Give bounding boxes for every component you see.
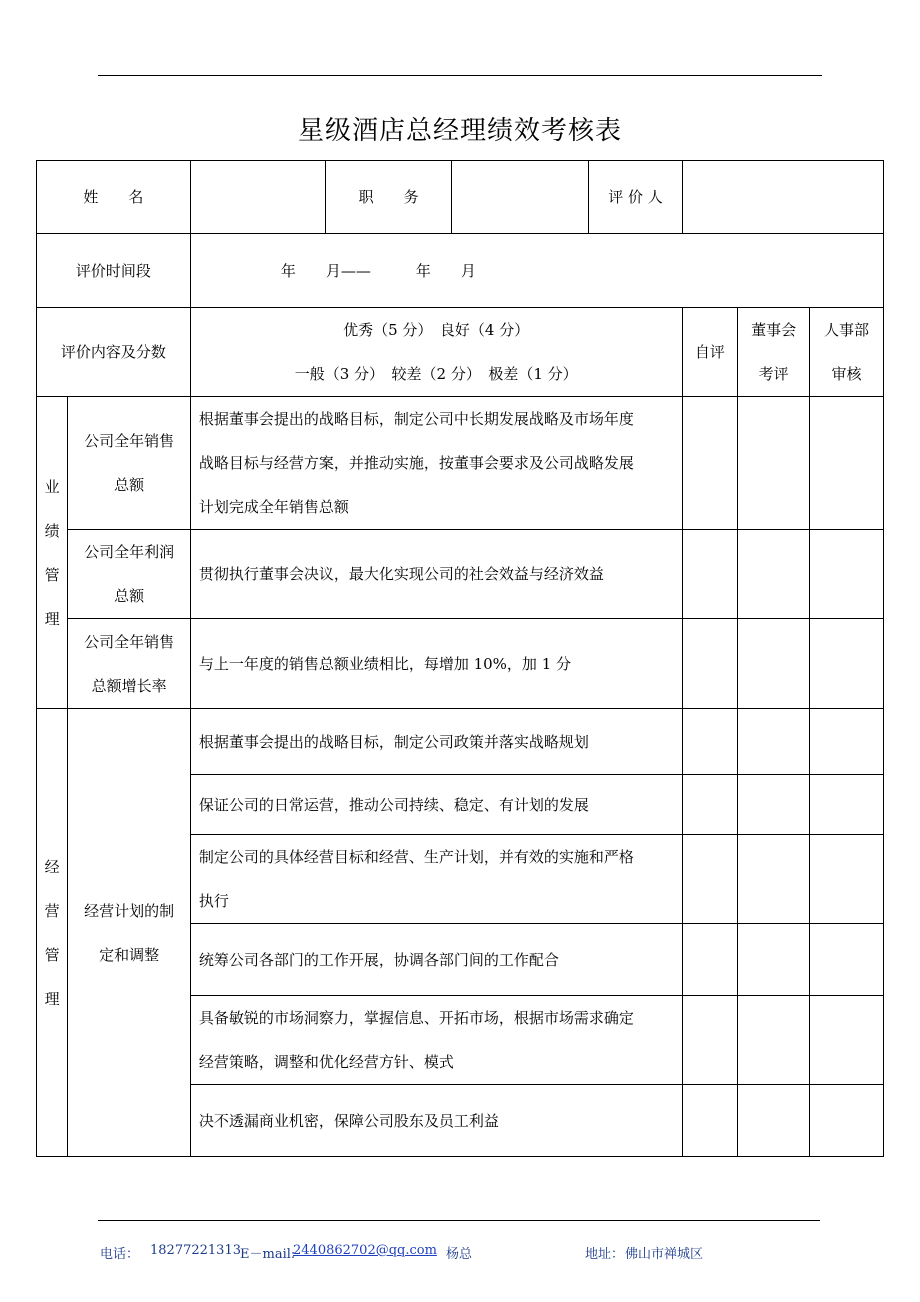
item-description bbox=[190, 530, 682, 619]
item-name-line: 公司全年销售 bbox=[84, 632, 175, 651]
name-label: 姓 名 bbox=[37, 161, 191, 234]
category-char: 经 bbox=[44, 857, 60, 876]
self-eval-cell[interactable] bbox=[682, 1085, 738, 1157]
category-char: 绩 bbox=[44, 521, 60, 540]
category-char: 营 bbox=[44, 901, 60, 920]
table-row bbox=[37, 709, 884, 775]
period-template: 年 月—— 年 月 bbox=[280, 261, 476, 280]
hr-review-header bbox=[810, 308, 884, 397]
hr-review-cell[interactable] bbox=[810, 530, 884, 619]
category-char: 理 bbox=[44, 989, 60, 1008]
header-rule bbox=[98, 75, 822, 76]
self-eval-cell[interactable] bbox=[682, 709, 738, 775]
hr-review-cell[interactable] bbox=[810, 619, 884, 709]
description-line: 根据董事会提出的战略目标，制定公司政策并落实战略规划 bbox=[198, 732, 589, 751]
hr-review-cell[interactable] bbox=[810, 775, 884, 835]
board-eval-cell[interactable] bbox=[738, 397, 810, 530]
item-description bbox=[190, 397, 682, 530]
description-line: 具备敏锐的市场洞察力，掌握信息、开拓市场，根据市场需求确定 bbox=[198, 1009, 634, 1027]
item-description bbox=[190, 1085, 682, 1157]
scale-line-1: 优秀（5 分） 良好（4 分） bbox=[343, 321, 530, 339]
board-eval-header-line-1: 董事会 bbox=[751, 321, 797, 339]
description-line: 决不透漏商业机密，保障公司股东及员工利益 bbox=[198, 1111, 499, 1130]
table-row bbox=[37, 530, 884, 619]
contact-name: 杨总 bbox=[446, 1247, 473, 1262]
evaluation-table bbox=[36, 160, 884, 1157]
description-line: 根据董事会提出的战略目标，制定公司中长期发展战略及市场年度 bbox=[198, 410, 634, 428]
table-row bbox=[37, 397, 884, 530]
hr-review-header-line-2: 审核 bbox=[831, 365, 862, 383]
board-eval-header bbox=[738, 308, 810, 397]
table-row bbox=[37, 619, 884, 709]
item-name-line: 公司全年销售 bbox=[84, 432, 175, 450]
category-char: 管 bbox=[44, 945, 60, 964]
item-name-planning bbox=[68, 709, 190, 1157]
self-eval-cell[interactable] bbox=[682, 619, 738, 709]
item-name-line: 总额 bbox=[114, 587, 145, 605]
evaluator-value-cell[interactable] bbox=[682, 161, 883, 234]
self-eval-header: 自评 bbox=[682, 308, 738, 397]
description-line: 经营策略，调整和优化经营方针、模式 bbox=[198, 1053, 454, 1071]
email-link[interactable]: 2440862702@qq.com bbox=[293, 1243, 437, 1258]
item-description bbox=[190, 835, 682, 924]
period-row bbox=[37, 234, 884, 308]
board-eval-cell[interactable] bbox=[738, 775, 810, 835]
period-label: 评价时间段 bbox=[37, 234, 191, 308]
hr-review-cell[interactable] bbox=[810, 924, 884, 996]
position-label: 职 务 bbox=[326, 161, 451, 234]
period-value-cell[interactable] bbox=[190, 234, 883, 308]
description-line: 执行 bbox=[198, 892, 229, 910]
category-char: 管 bbox=[44, 565, 60, 584]
description-line: 统筹公司各部门的工作开展，协调各部门间的工作配合 bbox=[198, 950, 559, 969]
item-description bbox=[190, 924, 682, 996]
item-name-line: 定和调整 bbox=[99, 945, 160, 964]
item-name bbox=[68, 397, 190, 530]
description-line: 保证公司的日常运营，推动公司持续、稳定、有计划的发展 bbox=[198, 795, 589, 814]
hr-review-cell[interactable] bbox=[810, 397, 884, 530]
category-char: 理 bbox=[44, 609, 60, 628]
info-row bbox=[37, 161, 884, 234]
scale-header-row bbox=[37, 308, 884, 397]
hr-review-cell[interactable] bbox=[810, 996, 884, 1085]
description-line: 计划完成全年销售总额 bbox=[198, 498, 349, 516]
self-eval-cell[interactable] bbox=[682, 835, 738, 924]
item-name-line: 总额 bbox=[114, 476, 145, 494]
item-name bbox=[68, 619, 190, 709]
item-name-line: 公司全年利润 bbox=[84, 543, 175, 561]
footer-rule bbox=[98, 1220, 820, 1221]
item-description bbox=[190, 775, 682, 835]
hr-review-cell[interactable] bbox=[810, 709, 884, 775]
self-eval-cell[interactable] bbox=[682, 775, 738, 835]
name-value-cell[interactable] bbox=[190, 161, 326, 234]
self-eval-cell[interactable] bbox=[682, 924, 738, 996]
board-eval-cell[interactable] bbox=[738, 996, 810, 1085]
board-eval-header-line-2: 考评 bbox=[758, 365, 789, 383]
board-eval-cell[interactable] bbox=[738, 1085, 810, 1157]
self-eval-cell[interactable] bbox=[682, 996, 738, 1085]
board-eval-cell[interactable] bbox=[738, 835, 810, 924]
self-eval-cell[interactable] bbox=[682, 397, 738, 530]
description-line: 贯彻执行董事会决议，最大化实现公司的社会效益与经济效益 bbox=[198, 565, 604, 583]
hr-review-header-line-1: 人事部 bbox=[824, 321, 870, 339]
scale-cell bbox=[190, 308, 682, 397]
scale-line-2: 一般（3 分） 较差（2 分） 极差（1 分） bbox=[294, 365, 578, 383]
board-eval-cell[interactable] bbox=[738, 530, 810, 619]
email-label: E－mail: bbox=[240, 1247, 296, 1262]
item-name-line: 经营计划的制 bbox=[84, 901, 175, 920]
evaluator-label: 评 价 人 bbox=[589, 161, 682, 234]
description-line: 与上一年度的销售总额业绩相比，每增加 10%，加 1 分 bbox=[198, 654, 572, 673]
item-name-line: 总额增长率 bbox=[91, 676, 167, 695]
address-label: 地址： bbox=[585, 1247, 625, 1262]
board-eval-cell[interactable] bbox=[738, 709, 810, 775]
item-description bbox=[190, 996, 682, 1085]
phone-number: 18277221313 bbox=[150, 1243, 241, 1258]
description-line: 制定公司的具体经营目标和经营、生产计划，并有效的实施和严格 bbox=[198, 848, 634, 866]
item-description bbox=[190, 709, 682, 775]
self-eval-cell[interactable] bbox=[682, 530, 738, 619]
address-value: 佛山市禅城区 bbox=[625, 1247, 704, 1262]
hr-review-cell[interactable] bbox=[810, 835, 884, 924]
category-performance bbox=[37, 397, 68, 709]
hr-review-cell[interactable] bbox=[810, 1085, 884, 1157]
category-operations bbox=[37, 709, 68, 1157]
item-name bbox=[68, 530, 190, 619]
category-char: 业 bbox=[44, 477, 60, 496]
phone-label: 电话： bbox=[100, 1247, 140, 1262]
board-eval-cell[interactable] bbox=[738, 924, 810, 996]
footer-contact bbox=[0, 1243, 920, 1263]
content-label: 评价内容及分数 bbox=[37, 308, 191, 397]
board-eval-cell[interactable] bbox=[738, 619, 810, 709]
description-line: 战略目标与经营方案，并推动实施，按董事会要求及公司战略发展 bbox=[198, 454, 634, 472]
item-description bbox=[190, 619, 682, 709]
page-title: 星级酒店总经理绩效考核表 bbox=[297, 116, 622, 146]
position-value-cell[interactable] bbox=[451, 161, 589, 234]
